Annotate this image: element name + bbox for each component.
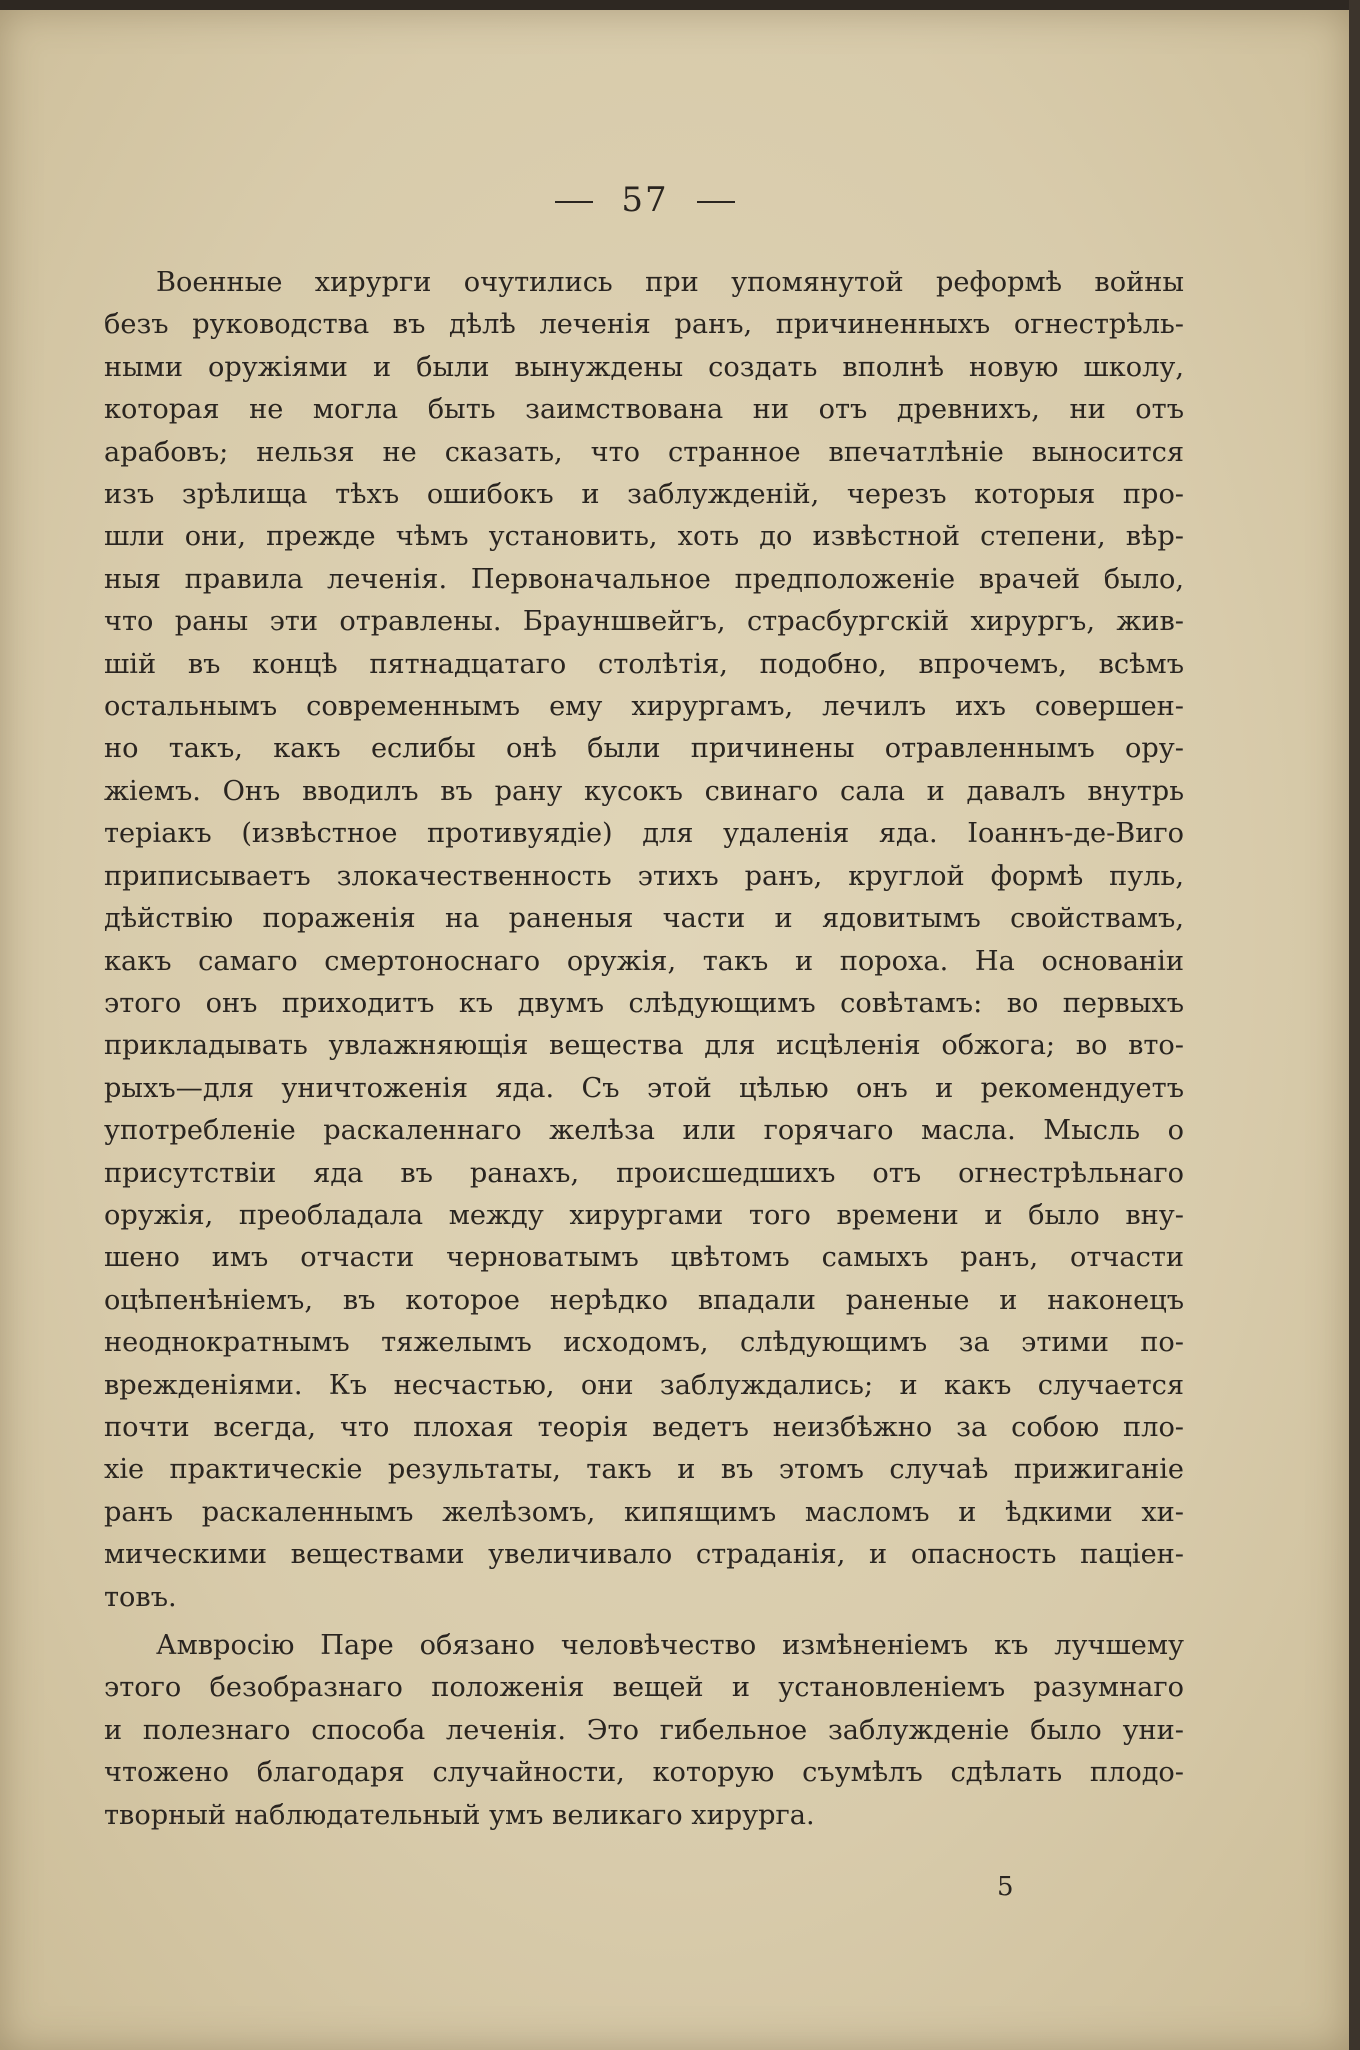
text-line: и полезнаго способа леченія. Это гибельное заблужденіе было уни- (104, 1714, 1184, 1746)
text-line: дѣйствію пораженія на раненыя части и ядовитымъ свойствамъ, (104, 903, 1184, 935)
text-line: какъ самаго смертоноснаго оружія, такъ и пороха. На основаніи (104, 945, 1184, 977)
text-line: мическими веществами увеличивало страданія, и опасность паціен- (104, 1539, 1184, 1571)
text-line: товъ. (104, 1581, 177, 1613)
text-line: жіемъ. Онъ вводилъ въ рану кусокъ свинаго сала и давалъ внутрь (104, 775, 1184, 807)
text-line: ранъ раскаленнымъ желѣзомъ, кипящимъ масломъ и ѣдкими хи- (104, 1496, 1184, 1528)
text-line: остальнымъ современнымъ ему хирургамъ, лечилъ ихъ совершен- (104, 691, 1184, 723)
text-line: присутствіи яда въ ранахъ, происшедшихъ отъ огнестрѣльнаго (104, 1157, 1184, 1189)
text-line: чтожено благодаря случайности, которую съумѣлъ сдѣлать плодо- (104, 1757, 1184, 1789)
text-line: что раны эти отравлены. Брауншвейгъ, страсбургскій хирургъ, жив- (104, 606, 1184, 638)
signature-mark: 5 (997, 1872, 1014, 1902)
page-header (0, 180, 1290, 220)
text-line: хіе практическіе результаты, такъ и въ этомъ случаѣ прижиганіе (104, 1454, 1184, 1486)
page-number: 57 (621, 180, 669, 220)
text-line: почти всегда, что плохая теорія ведетъ неизбѣжно за собою пло- (104, 1411, 1184, 1443)
body-text (104, 262, 1184, 1837)
text-line: оружія, преобладала между хирургами того времени и было вну- (104, 1199, 1184, 1231)
scan-top-border (0, 0, 1360, 10)
header-dash-right (697, 201, 735, 203)
text-line: рыхъ—для уничтоженія яда. Съ этой цѣлью онъ и рекомендуетъ (104, 1072, 1184, 1104)
text-line: теріакъ (извѣстное противуядіе) для удаленія яда. Іоаннъ-де-Виго (104, 818, 1184, 850)
text-line: приписываетъ злокачественность этихъ ранъ, круглой формѣ пуль, (104, 860, 1184, 892)
text-line: ныя правила леченія. Первоначальное предположеніе врачей было, (104, 563, 1184, 595)
text-line: но такъ, какъ еслибы онѣ были причинены отравленнымъ ору- (104, 733, 1184, 765)
text-line: употребленіе раскаленнаго желѣза или горячаго масла. Мысль о (104, 1115, 1184, 1147)
book-page (0, 10, 1349, 2050)
text-line: Амвросію Паре обязано человѣчество измѣненіемъ къ лучшему (156, 1630, 1184, 1661)
text-line: прикладывать увлажняющія вещества для исцѣленія обжога; во вто- (104, 1030, 1184, 1062)
text-line: Военные хирурги очутились при упомянутой реформѣ войны (156, 267, 1184, 298)
scan-right-border (1349, 0, 1360, 2050)
text-line: ными оружіями и были вынуждены создать вполнѣ новую школу, (104, 351, 1184, 383)
text-line: врежденіями. Къ несчастью, они заблуждались; и какъ случается (104, 1369, 1184, 1401)
text-line: творный наблюдательный умъ великаго хирурга. (104, 1799, 815, 1831)
text-line: этого онъ приходитъ къ двумъ слѣдующимъ совѣтамъ: во первыхъ (104, 987, 1184, 1019)
text-line: этого безобразнаго положенія вещей и установленіемъ разумнаго (104, 1672, 1184, 1704)
text-line: шій въ концѣ пятнадцатаго столѣтія, подобно, впрочемъ, всѣмъ (104, 648, 1184, 680)
header-dash-left (555, 201, 593, 203)
text-line: неоднократнымъ тяжелымъ исходомъ, слѣдующимъ за этими по- (104, 1327, 1184, 1359)
text-line: безъ руководства въ дѣлѣ леченія ранъ, причиненныхъ огнестрѣль- (104, 309, 1184, 341)
text-line: оцѣпенѣніемъ, въ которое нерѣдко впадали раненые и наконецъ (104, 1284, 1184, 1316)
text-line: шено имъ отчасти черноватымъ цвѣтомъ самыхъ ранъ, отчасти (104, 1242, 1184, 1274)
text-line: шли они, прежде чѣмъ установить, хоть до извѣстной степени, вѣр- (104, 521, 1184, 553)
text-line: изъ зрѣлища тѣхъ ошибокъ и заблужденій, черезъ которыя про- (104, 479, 1184, 511)
text-line: арабовъ; нельзя не сказать, что странное впечатлѣніе выносится (104, 436, 1184, 468)
text-line: которая не могла быть заимствована ни отъ древнихъ, ни отъ (104, 394, 1184, 426)
